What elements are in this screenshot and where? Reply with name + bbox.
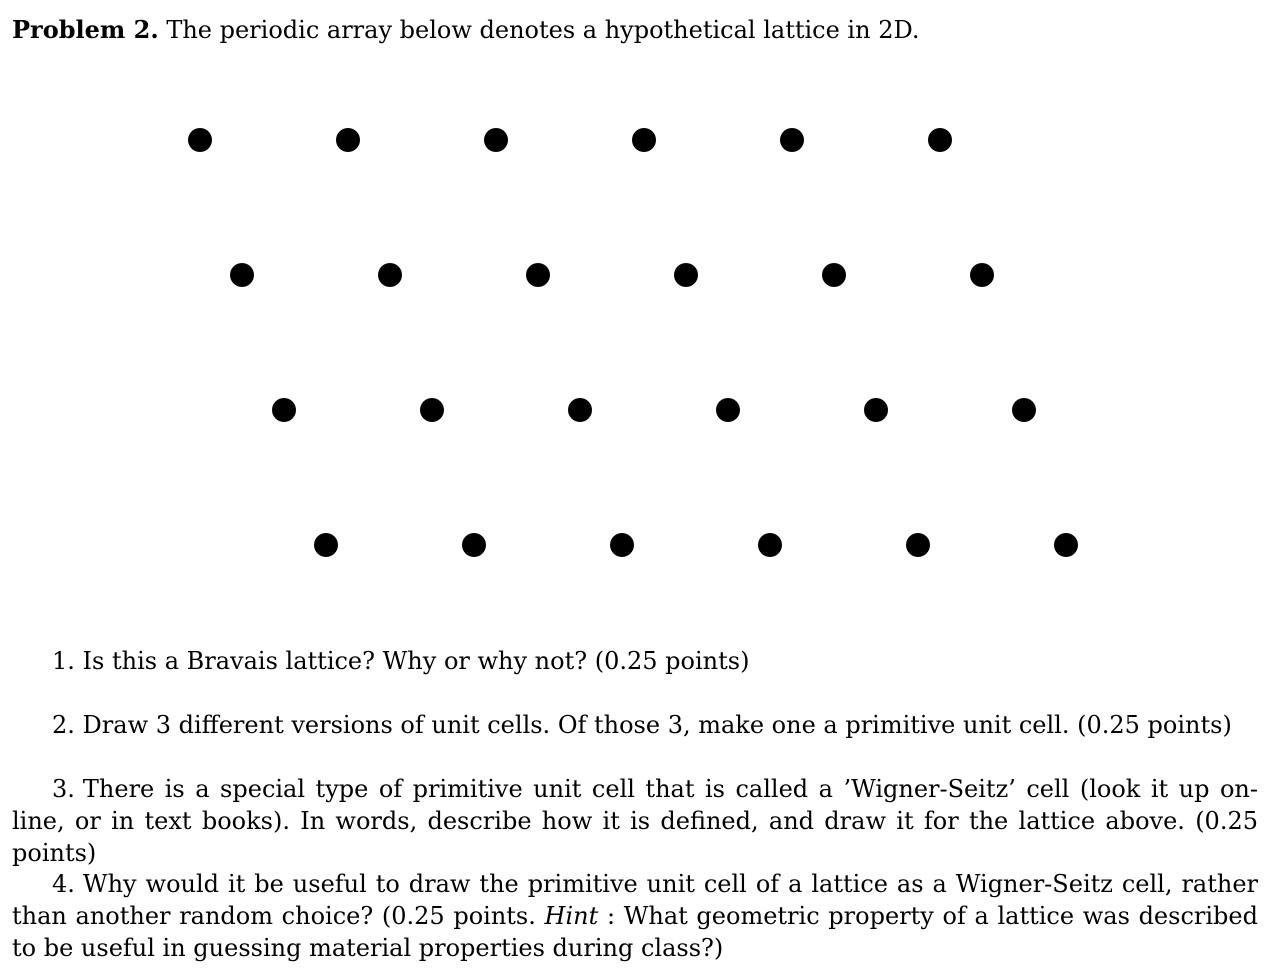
lattice-points bbox=[188, 128, 1078, 557]
lattice-point bbox=[230, 263, 254, 287]
lattice-point bbox=[822, 263, 846, 287]
lattice-point bbox=[906, 533, 930, 557]
lattice-point bbox=[526, 263, 550, 287]
lattice-point bbox=[1012, 398, 1036, 422]
lattice-point bbox=[864, 398, 888, 422]
question-3-text: There is a special type of primitive unit cell that is called a ’Wigner-Seitz’ cell (look it up on-line, or in text books). In words, describe how it is defined, and draw it for the lattice above. (0.25 points) bbox=[12, 775, 1258, 867]
problem-label: Problem 2. bbox=[12, 15, 159, 44]
lattice-point bbox=[928, 128, 952, 152]
question-4-text-before-hint: Why would it be useful to draw the primitive unit cell of a lattice as a Wigner-Seitz cell, rather than another random choice? (0.25 points. bbox=[12, 870, 1258, 930]
question-2-text: Draw 3 different versions of unit cells. Of those 3, make one a primitive unit cell. (0.25 points) bbox=[82, 711, 1232, 739]
lattice-point bbox=[484, 128, 508, 152]
question-4-hint-label: Hint bbox=[544, 902, 599, 930]
lattice-point bbox=[970, 263, 994, 287]
question-1-text: Is this a Bravais lattice? Why or why not? (0.25 points) bbox=[82, 647, 750, 675]
lattice-point bbox=[420, 398, 444, 422]
question-4-text-after-hint: : What geometric property of a lattice was described to be useful in guessing material properties during class?) bbox=[12, 902, 1258, 962]
lattice-point bbox=[610, 533, 634, 557]
lattice-point bbox=[462, 533, 486, 557]
question-1 bbox=[52, 645, 749, 677]
lattice-point bbox=[674, 263, 698, 287]
problem-statement: The periodic array below denotes a hypothetical lattice in 2D. bbox=[166, 16, 920, 44]
lattice-point bbox=[758, 533, 782, 557]
lattice-point bbox=[188, 128, 212, 152]
lattice-point bbox=[272, 398, 296, 422]
lattice-point bbox=[716, 398, 740, 422]
lattice-point bbox=[632, 128, 656, 152]
lattice-point bbox=[568, 398, 592, 422]
question-4 bbox=[12, 868, 1258, 964]
lattice-point bbox=[378, 263, 402, 287]
question-2-number: 2. bbox=[52, 711, 75, 739]
lattice-point bbox=[780, 128, 804, 152]
question-4-number: 4. bbox=[52, 870, 75, 898]
lattice-point bbox=[336, 128, 360, 152]
question-1-number: 1. bbox=[52, 647, 75, 675]
lattice-point bbox=[1054, 533, 1078, 557]
lattice-point bbox=[314, 533, 338, 557]
question-2 bbox=[52, 709, 1232, 741]
question-3-number: 3. bbox=[52, 775, 75, 803]
question-3 bbox=[12, 773, 1258, 869]
